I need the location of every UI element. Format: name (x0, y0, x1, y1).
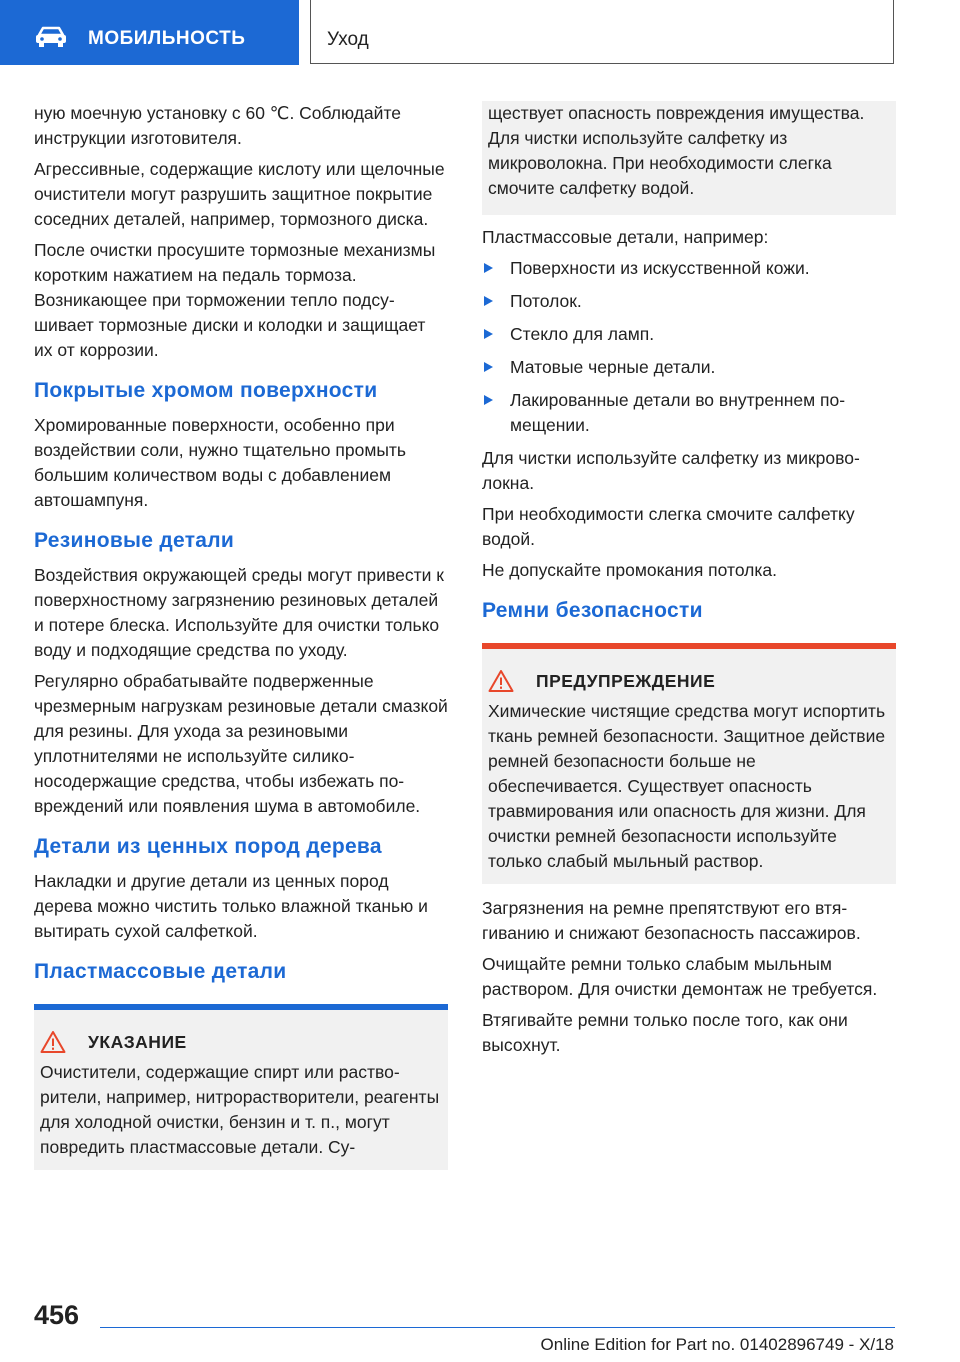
paragraph: Хромированные поверхности, особенно при воздействии соли, нужно тщательно промыть большим количеством воды с добавлением автошампуня. (34, 415, 407, 510)
warning-title: ПРЕДУПРЕЖДЕНИЕ (536, 670, 716, 691)
bullet-triangle-icon (484, 362, 493, 372)
section-heading-chrome: Покрытые хромом поверхности (34, 379, 378, 402)
paragraph: Не допускайте промокания потолка. (482, 560, 778, 580)
section-tab[interactable] (0, 0, 299, 65)
chapter-title: Уход (327, 29, 369, 50)
notice-text: Очистители, содержащие спирт или растворители, например, нитрорастворители, реагенты для холодной очистки, бензин и т. п., могут повредить пластмассовые детали. Су- (40, 1062, 440, 1157)
section-heading-belts: Ремни безопасности (482, 599, 703, 622)
section-heading-plastic: Пластмассовые детали (34, 960, 287, 983)
paragraph: Втягивайте ремни только после того, как они высохнут. (482, 1010, 848, 1055)
plastic-parts-list (482, 256, 896, 438)
paragraph: Пластмассовые детали, например: (482, 227, 769, 247)
page-number: 456 (34, 1300, 80, 1330)
list-item: Лакированные детали во внутреннем помещении. (482, 388, 896, 438)
paragraph: ную моечную установку с 60 ℃. Соблюдайте инструкции изготовителя. (34, 103, 401, 148)
paragraph: Для чистки используйте салфетку из микроволокна. (482, 448, 860, 493)
notice-box-continued (482, 101, 896, 215)
bullet-triangle-icon (484, 296, 493, 306)
edition-note: Online Edition for Part no. 01402896749 - X/18 (540, 1335, 894, 1354)
paragraph: Накладки и другие детали из ценных пород дерева можно чистить только влажной тканью и вытирать сухой салфеткой. (34, 871, 428, 941)
list-item: Стекло для ламп. (482, 322, 896, 347)
notice-text-continued: ществует опасность повреждения имущества. Для чистки используйте салфетку из микроволокна. При необходимости слегка смочите салфетку водой. (488, 103, 865, 198)
section-tab-label: МОБИЛЬНОСТЬ (88, 28, 246, 49)
paragraph: Регулярно обрабатывайте подверженные чрезмерным нагрузкам резиновые детали смазкой для резины. Для ухода за резиновыми уплотнителями не используйте силиконосодержащие средства, чтобы избежать повреждений или появления шума в автомобиле. (34, 671, 448, 816)
section-heading-rubber: Резиновые детали (34, 529, 235, 552)
section-heading-wood: Детали из ценных пород дерева (34, 835, 382, 858)
paragraph: Очищайте ремни только слабым мыльным раствором. Для очистки демонтаж не требуется. (482, 954, 878, 999)
footer-rule (100, 1327, 895, 1328)
warning-triangle-icon (40, 1030, 66, 1054)
warning-text: Химические чистящие средства могут испортить ткань ремней безопасности. Защитное действие ремней безопасности больше не обеспечивается. Существует опасность травмирования или опасность для жизни. Для очистки ремней безопасности используйте только слабый мыльный раствор. (488, 701, 886, 871)
right-column (482, 101, 896, 1064)
paragraph: После очистки просушите тормозные механизмы коротким нажатием на педаль тормоза. Возникающее при торможении тепло подсушивает тормозные диски и колодки и защищает их от коррозии. (34, 240, 436, 360)
warning-triangle-icon (488, 669, 514, 693)
list-item: Поверхности из искусственной кожи. (482, 256, 896, 281)
paragraph: Агрессивные, содержащие кислоту или щелочные очистители могут разрушить защитное покрытие соседних деталей, например, тормозного диска. (34, 159, 445, 229)
left-column (34, 101, 448, 1170)
list-item: Матовые черные детали. (482, 355, 896, 380)
bullet-triangle-icon (484, 329, 493, 339)
list-item: Потолок. (482, 289, 896, 314)
notice-box (34, 1004, 448, 1170)
notice-title: УКАЗАНИЕ (88, 1031, 187, 1052)
paragraph: При необходимости слегка смочите салфетку водой. (482, 504, 855, 549)
bullet-triangle-icon (484, 395, 493, 405)
warning-box (482, 643, 896, 884)
chapter-header (310, 0, 894, 64)
paragraph: Воздействия окружающей среды могут привести к поверхностному загрязнению резиновых деталей и потере блеска. Используйте для очистки только воду и подходящие средства по уходу. (34, 565, 444, 660)
bullet-triangle-icon (484, 263, 493, 273)
paragraph: Загрязнения на ремне препятствуют его втягиванию и снижают безопасность пассажиров. (482, 898, 861, 943)
car-front-icon (34, 26, 68, 53)
